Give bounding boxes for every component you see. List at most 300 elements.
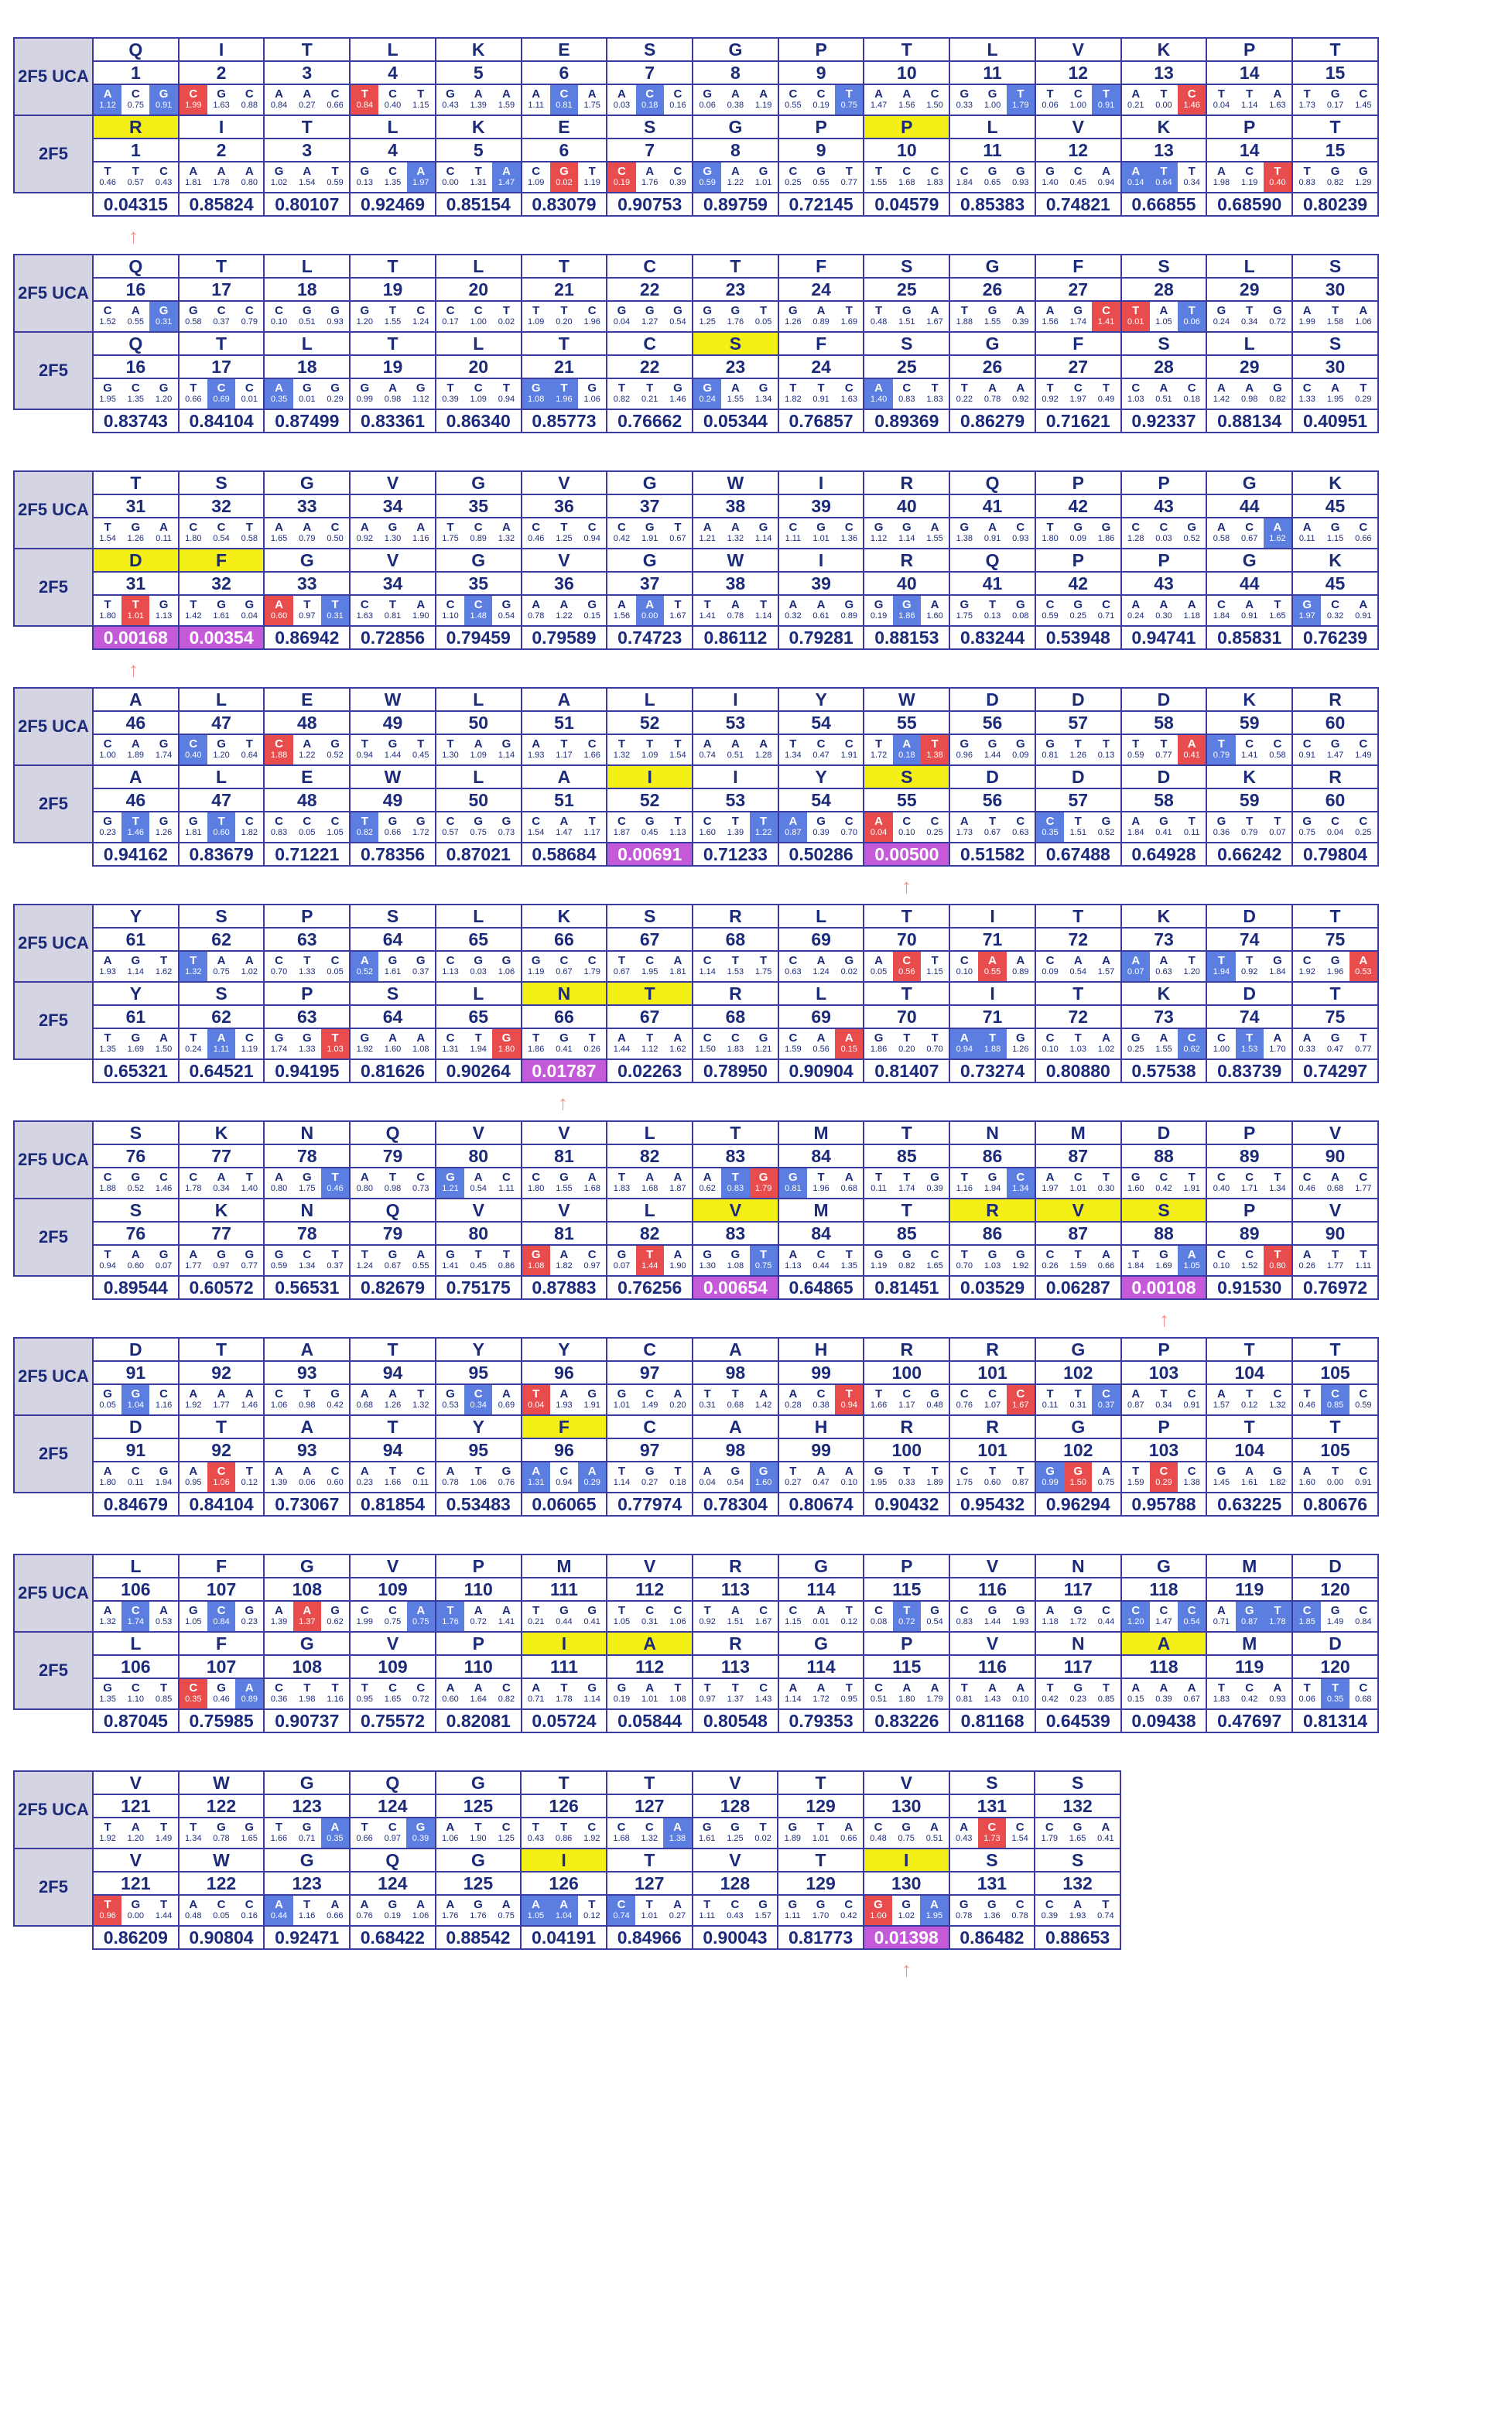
uca-residue: F — [1035, 255, 1121, 278]
nucleotide: A 0.07 — [1122, 952, 1150, 981]
nucleotide: G 1.57 — [754, 1898, 771, 1920]
uca-residue: R — [949, 1338, 1035, 1361]
nucleotide: C 0.44 — [1097, 1604, 1115, 1626]
codon — [607, 85, 692, 115]
nucleotide: T 1.94 — [470, 1031, 487, 1054]
nucleotide: C 1.00 — [470, 304, 487, 327]
nucleotide: A 1.18 — [1183, 598, 1200, 621]
nucleotide: C 0.71 — [1097, 598, 1115, 621]
codon — [1036, 735, 1120, 764]
uca-position: 79 — [350, 1144, 436, 1168]
codon — [693, 1896, 778, 1925]
uca-residue: T — [521, 1771, 607, 1794]
nucleotide: A 1.82 — [556, 1248, 573, 1271]
nucleotide: A 0.00 — [636, 596, 664, 625]
nucleotide: C 1.48 — [464, 596, 492, 625]
codon — [693, 1246, 778, 1275]
codon — [1036, 1385, 1120, 1414]
nucleotide: G 1.19 — [528, 954, 545, 976]
nucleotide: A 0.98 — [384, 381, 402, 404]
nucleotide: A 1.42 — [754, 1387, 772, 1410]
uca-position: 83 — [693, 1144, 778, 1168]
codon — [779, 1029, 864, 1059]
codon — [1122, 812, 1206, 842]
nucleotide: A 1.84 — [1127, 815, 1144, 837]
uca-position: 117 — [1035, 1578, 1121, 1601]
nucleotide: T 1.20 — [1183, 954, 1200, 976]
mut-position: 31 — [93, 572, 179, 595]
codon — [180, 1029, 264, 1059]
uca-residue: D — [1206, 905, 1292, 928]
nucleotide: C 0.31 — [641, 1604, 659, 1626]
uca-position: 45 — [1292, 494, 1378, 518]
nucleotide: A 0.29 — [578, 1462, 606, 1492]
probability-score: 0.40951 — [1292, 409, 1378, 433]
nucleotide: G 1.50 — [1064, 1462, 1092, 1492]
mut-residue: Y — [93, 982, 179, 1005]
nucleotide: A 1.39 — [470, 87, 487, 110]
probability-score: 0.68590 — [1206, 193, 1292, 216]
nucleotide: A 0.63 — [1155, 954, 1172, 976]
uca-position: 55 — [864, 711, 949, 734]
probability-score: 0.75985 — [179, 1709, 265, 1732]
nucleotide: A 0.93 — [1269, 1681, 1286, 1704]
uca-residue: L — [436, 688, 522, 711]
nucleotide: C 0.68 — [1355, 1681, 1372, 1704]
nucleotide: G 1.26 — [1012, 1031, 1029, 1054]
nucleotide: G 1.03 — [983, 1248, 1001, 1271]
codon — [265, 518, 349, 548]
nucleotide: T 0.81 — [956, 1681, 973, 1704]
nucleotide: G 1.81 — [185, 815, 202, 837]
mut-residue: K — [1121, 982, 1207, 1005]
codon — [607, 1896, 692, 1925]
nucleotide: C 0.84 — [207, 1602, 235, 1631]
codon — [265, 1029, 349, 1059]
nucleotide: G 1.69 — [127, 1031, 145, 1054]
nucleotide: T 1.17 — [583, 815, 600, 837]
codon — [693, 85, 778, 115]
nucleotide: C 0.51 — [870, 1681, 888, 1704]
nucleotide: G 0.23 — [1069, 1681, 1086, 1704]
mut-position: 52 — [607, 788, 693, 812]
nucleotide: T 0.06 — [1298, 1681, 1315, 1704]
uca-residue: K — [522, 905, 607, 928]
codon — [1207, 1246, 1291, 1275]
nucleotide: A 1.26 — [384, 1387, 402, 1410]
probability-score: 0.92471 — [264, 1926, 350, 1949]
uca-residue: S — [607, 38, 693, 61]
uca-residue: K — [436, 38, 522, 61]
mut-residue: W — [693, 549, 778, 572]
nucleotide: G 1.02 — [898, 1898, 915, 1920]
uca-position: 92 — [179, 1361, 265, 1384]
mut-row-label: 2F5 — [14, 1849, 93, 1926]
codon — [265, 302, 349, 331]
nucleotide: T 0.67 — [983, 815, 1001, 837]
nucleotide: T 1.34 — [785, 737, 802, 760]
mut-position: 128 — [693, 1872, 778, 1895]
nucleotide: G 1.12 — [412, 381, 429, 404]
codon — [180, 735, 264, 764]
nucleotide: G 0.39 — [812, 815, 830, 837]
nucleotide: A 1.95 — [920, 1896, 948, 1925]
codon — [351, 812, 435, 842]
nucleotide: C 1.00 — [99, 737, 116, 760]
nucleotide: C 1.92 — [583, 1821, 600, 1843]
nucleotide: C 1.74 — [121, 1602, 149, 1631]
nucleotide: G 1.61 — [213, 598, 230, 621]
nucleotide: G 0.08 — [1012, 598, 1029, 621]
nucleotide: C 0.46 — [1298, 1171, 1315, 1193]
mut-position: 93 — [264, 1438, 350, 1462]
nucleotide: T 0.20 — [898, 1031, 915, 1054]
codon — [180, 302, 264, 331]
uca-position: 25 — [864, 278, 949, 301]
nucleotide: A 1.78 — [213, 165, 230, 187]
nucleotide: C 0.63 — [785, 954, 802, 976]
nucleotide: G 1.70 — [812, 1898, 830, 1920]
mut-position: 108 — [264, 1655, 350, 1678]
mut-residue: E — [264, 765, 350, 788]
mutated-residue: P — [864, 115, 949, 139]
codon — [864, 162, 949, 192]
nucleotide: C 0.40 — [1213, 1171, 1230, 1193]
nucleotide: A 1.80 — [898, 1681, 915, 1704]
codon — [864, 1602, 949, 1631]
uca-position: 86 — [949, 1144, 1035, 1168]
nucleotide: A 0.68 — [356, 1387, 373, 1410]
nucleotide: T 0.60 — [207, 812, 235, 842]
probability-score: 0.90904 — [778, 1059, 864, 1082]
nucleotide: C 0.04 — [1326, 815, 1344, 837]
nucleotide: T 0.24 — [185, 1031, 202, 1054]
nucleotide: A 1.62 — [1264, 518, 1291, 548]
mut-position: 124 — [350, 1872, 436, 1895]
nucleotide: G 0.75 — [1298, 815, 1315, 837]
mut-residue: T — [179, 332, 265, 355]
codon — [522, 85, 607, 115]
uca-position: 85 — [864, 1144, 949, 1168]
codon — [265, 1385, 349, 1414]
mut-residue: C — [607, 332, 693, 355]
nucleotide: T 1.98 — [299, 1681, 316, 1704]
nucleotide: A 1.11 — [528, 87, 544, 110]
nucleotide: T 0.11 — [1042, 1387, 1059, 1410]
codon — [180, 162, 264, 192]
codon — [265, 379, 349, 409]
uca-residue: P — [864, 1554, 949, 1578]
nucleotide: T 0.77 — [1155, 737, 1172, 760]
nucleotide: A 0.75 — [407, 1602, 435, 1631]
codon — [522, 1246, 607, 1275]
nucleotide: A 1.76 — [442, 1898, 459, 1920]
nucleotide: C 1.83 — [727, 1031, 744, 1054]
nucleotide: C 0.37 — [1092, 1385, 1120, 1414]
mut-residue: G — [1035, 1415, 1121, 1438]
codon — [1122, 302, 1206, 331]
mut-residue: Y — [778, 765, 864, 788]
nucleotide: C 0.93 — [1012, 521, 1029, 543]
nucleotide: A 1.87 — [669, 1171, 686, 1193]
nucleotide: A 0.66 — [1097, 1248, 1115, 1271]
mut-position: 84 — [778, 1222, 864, 1245]
uca-residue: N — [949, 1121, 1035, 1144]
probability-score: 0.83743 — [93, 409, 179, 433]
mut-residue: L — [93, 1632, 179, 1655]
nucleotide: T 0.82 — [351, 812, 378, 842]
nucleotide: A 1.04 — [550, 1896, 578, 1925]
uca-position: 130 — [864, 1794, 949, 1818]
nucleotide: A 0.75 — [498, 1898, 515, 1920]
codon — [265, 1896, 349, 1925]
mut-position: 14 — [1206, 139, 1292, 162]
nucleotide: T 1.80 — [99, 598, 116, 621]
uca-residue: Q — [949, 471, 1035, 494]
mut-position: 119 — [1206, 1655, 1292, 1678]
nucleotide: T 0.92 — [699, 1604, 716, 1626]
codon — [693, 302, 778, 331]
nucleotide: C 0.42 — [613, 521, 631, 543]
codon — [779, 1679, 864, 1708]
probability-score: 0.80107 — [264, 193, 350, 216]
nucleotide: A 1.89 — [127, 737, 145, 760]
nucleotide: G 0.01 — [299, 381, 316, 404]
codon — [1036, 812, 1120, 842]
nucleotide: T 0.59 — [327, 165, 344, 187]
uca-position: 126 — [521, 1794, 607, 1818]
codon — [1293, 1462, 1377, 1492]
uca-position: 29 — [1206, 278, 1292, 301]
uca-residue: N — [1035, 1554, 1121, 1578]
mut-residue: K — [1292, 549, 1378, 572]
mut-position: 11 — [949, 139, 1035, 162]
mut-position: 12 — [1035, 139, 1121, 162]
uca-residue: G — [949, 255, 1035, 278]
alignment-block — [13, 470, 1379, 650]
probability-score: 0.78356 — [350, 843, 436, 866]
nucleotide: G 1.96 — [1326, 954, 1344, 976]
nucleotide: G 0.33 — [956, 87, 973, 110]
nucleotide: A 1.90 — [412, 598, 429, 621]
codon — [607, 735, 692, 764]
mut-position: 110 — [436, 1655, 522, 1678]
mut-position: 101 — [949, 1438, 1035, 1462]
probability-score: 0.96294 — [1035, 1493, 1121, 1516]
nucleotide: C 1.38 — [1183, 1465, 1200, 1487]
mut-residue: V — [1292, 1199, 1378, 1222]
nucleotide: T 1.32 — [613, 737, 631, 760]
nucleotide: C 1.20 — [1122, 1602, 1150, 1631]
nucleotide: T 1.94 — [1207, 952, 1235, 981]
mut-residue: M — [1206, 1632, 1292, 1655]
nucleotide: C 1.50 — [699, 1031, 716, 1054]
nucleotide: A 0.78 — [528, 598, 545, 621]
nucleotide: A 0.52 — [351, 952, 378, 981]
nucleotide: G 0.19 — [870, 598, 888, 621]
uca-position: 12 — [1035, 61, 1121, 84]
codon — [864, 735, 949, 764]
mut-residue: E — [522, 115, 607, 139]
mut-residue: S — [1035, 1849, 1120, 1872]
nucleotide: A 0.71 — [528, 1681, 545, 1704]
codon — [864, 1385, 949, 1414]
nucleotide: C 1.80 — [185, 521, 202, 543]
uca-position: 132 — [1035, 1794, 1120, 1818]
nucleotide: A 1.56 — [898, 87, 915, 110]
nucleotide: A 1.64 — [470, 1681, 487, 1704]
nucleotide: C 0.66 — [1355, 521, 1372, 543]
nucleotide: C 1.95 — [641, 954, 659, 976]
mut-residue: I — [949, 982, 1035, 1005]
mut-residue: T — [1206, 1415, 1292, 1438]
nucleotide: C 1.33 — [1298, 381, 1315, 404]
nucleotide: T 1.15 — [412, 87, 429, 110]
mut-residue: A — [522, 765, 607, 788]
nucleotide: T 1.66 — [270, 1821, 288, 1843]
nucleotide: C 1.80 — [528, 1171, 545, 1193]
codon — [1122, 85, 1206, 115]
uca-residue: L — [93, 1554, 179, 1578]
nucleotide: G 1.74 — [270, 1031, 288, 1054]
uca-position: 35 — [436, 494, 522, 518]
nucleotide: A 1.77 — [185, 1248, 202, 1271]
mut-residue: Q — [350, 1199, 436, 1222]
nucleotide: T 1.15 — [926, 954, 943, 976]
nucleotide: C 1.25 — [498, 1821, 515, 1843]
nucleotide: G 0.31 — [149, 302, 177, 331]
nucleotide: C 1.96 — [583, 304, 600, 327]
nucleotide: C 0.18 — [1183, 381, 1200, 404]
nucleotide: T 1.49 — [155, 1821, 173, 1843]
codon — [265, 1246, 349, 1275]
nucleotide: G 0.09 — [1012, 737, 1029, 760]
nucleotide: C 0.94 — [556, 1465, 573, 1487]
uca-residue: V — [350, 1554, 436, 1578]
mutated-residue: T — [607, 982, 693, 1005]
nucleotide: T 1.01 — [812, 1821, 830, 1843]
mut-residue: R — [864, 1415, 949, 1438]
codon — [522, 812, 607, 842]
nucleotide: G 0.81 — [1042, 737, 1059, 760]
mut-position: 26 — [949, 355, 1035, 378]
uca-residue: T — [1035, 905, 1121, 928]
nucleotide: G 0.19 — [384, 1898, 401, 1920]
mut-position: 80 — [436, 1222, 522, 1245]
nucleotide: G 1.15 — [1326, 521, 1344, 543]
nucleotide: C 0.88 — [241, 87, 258, 110]
mut-row-label: 2F5 — [14, 1415, 93, 1493]
probability-score: 0.03529 — [949, 1276, 1035, 1299]
nucleotide: T 1.74 — [898, 1171, 915, 1193]
nucleotide: T 1.13 — [669, 815, 686, 837]
uca-position: 58 — [1121, 711, 1207, 734]
probability-score: 0.87045 — [93, 1709, 179, 1732]
codon — [1122, 1385, 1206, 1414]
mut-position: 53 — [693, 788, 778, 812]
nucleotide: T 1.16 — [956, 1171, 973, 1193]
codon — [1036, 1679, 1120, 1708]
nucleotide: T 1.76 — [436, 1602, 464, 1631]
mut-position: 126 — [521, 1872, 607, 1895]
uca-position: 114 — [778, 1578, 864, 1601]
uca-residue: M — [522, 1554, 607, 1578]
nucleotide: G 0.41 — [583, 1604, 600, 1626]
nucleotide: T 0.06 — [1042, 87, 1059, 110]
uca-position: 42 — [1035, 494, 1121, 518]
probability-score: 0.53948 — [1035, 626, 1121, 649]
nucleotide: T 1.82 — [785, 381, 802, 404]
nucleotide: T 0.06 — [1178, 302, 1206, 331]
probability-score: 0.78950 — [693, 1059, 778, 1082]
nucleotide: G 1.08 — [522, 1246, 550, 1275]
mut-position: 113 — [693, 1655, 778, 1678]
nucleotide: C 0.40 — [384, 87, 402, 110]
codon — [1293, 162, 1377, 192]
nucleotide: G 1.65 — [1069, 1821, 1086, 1843]
uca-position: 61 — [93, 928, 179, 951]
nucleotide: C 0.56 — [893, 952, 921, 981]
probability-score: 0.90264 — [436, 1059, 522, 1082]
codon — [94, 1602, 178, 1631]
nucleotide: G 0.09 — [1069, 521, 1086, 543]
uca-position: 103 — [1121, 1361, 1207, 1384]
mut-residue: S — [350, 982, 436, 1005]
nucleotide: A 0.98 — [1240, 381, 1258, 404]
nucleotide: G 1.91 — [583, 1387, 600, 1410]
codon — [180, 952, 264, 981]
nucleotide: A 1.77 — [213, 1387, 230, 1410]
codon — [1293, 1246, 1377, 1275]
mut-row-label: 2F5 — [14, 982, 93, 1059]
nucleotide: C 0.74 — [607, 1896, 635, 1925]
probability-score: 0.87883 — [522, 1276, 607, 1299]
uca-residue: G — [264, 1554, 350, 1578]
nucleotide: C 1.78 — [185, 1171, 202, 1193]
codon — [1122, 596, 1206, 625]
nucleotide: G 0.52 — [1183, 521, 1200, 543]
nucleotide: T 0.68 — [727, 1387, 744, 1410]
nucleotide: A 0.11 — [156, 521, 172, 543]
probability-score: 0.81314 — [1292, 1709, 1378, 1732]
nucleotide: T 1.01 — [641, 1898, 658, 1920]
nucleotide: T 0.02 — [498, 304, 515, 327]
uca-position: 50 — [436, 711, 522, 734]
nucleotide: A 1.39 — [270, 1604, 288, 1626]
nucleotide: A 1.32 — [498, 521, 515, 543]
codon — [1293, 302, 1377, 331]
uca-residue: K — [1121, 905, 1207, 928]
nucleotide: G 1.08 — [522, 379, 550, 409]
mut-residue: T — [1292, 982, 1378, 1005]
probability-score: 0.02263 — [607, 1059, 693, 1082]
uca-position: 104 — [1206, 1361, 1292, 1384]
nucleotide: G 0.47 — [1326, 1031, 1344, 1054]
codon — [265, 162, 349, 192]
codon — [1122, 518, 1206, 548]
probability-score: 0.82081 — [436, 1709, 522, 1732]
probability-score: 0.83244 — [949, 626, 1035, 649]
nucleotide: C 0.29 — [1150, 1462, 1178, 1492]
nucleotide: T 1.32 — [180, 952, 207, 981]
codon — [351, 162, 435, 192]
nucleotide: A 1.05 — [1178, 1246, 1206, 1275]
probability-score: 0.80674 — [778, 1493, 864, 1516]
nucleotide: C 1.54 — [528, 815, 545, 837]
uca-position: 65 — [436, 928, 522, 951]
nucleotide: C 0.18 — [636, 85, 664, 115]
mutated-residue: V — [693, 1199, 778, 1222]
